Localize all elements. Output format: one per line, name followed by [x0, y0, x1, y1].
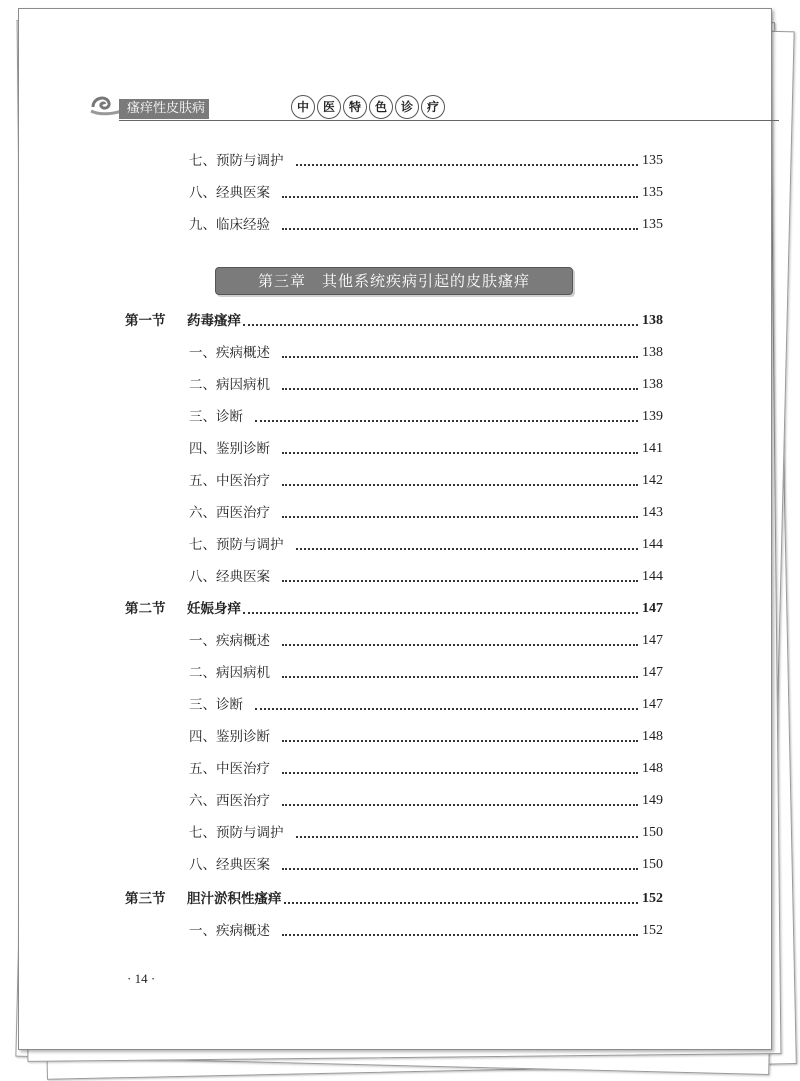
toc-section[interactable] [125, 311, 663, 331]
series-char: 诊 [395, 95, 419, 119]
toc-item-page: 142 [642, 473, 663, 488]
toc-item[interactable] [189, 823, 663, 843]
toc-item[interactable] [189, 471, 663, 491]
section-number: 第一节 [125, 313, 166, 329]
leader-dots [296, 836, 639, 838]
toc-item-label: 一、疾病概述 [189, 633, 270, 649]
leader-dots [296, 164, 639, 166]
toc-item[interactable] [189, 535, 663, 555]
toc-item-page: 138 [642, 377, 663, 392]
section-page: 152 [642, 891, 663, 906]
toc-item[interactable] [189, 855, 663, 875]
leader-dots [255, 708, 638, 710]
toc-item-label: 六、西医治疗 [189, 505, 270, 521]
toc-item-label: 七、预防与调护 [189, 537, 284, 553]
leader-dots [282, 228, 638, 230]
leader-dots [282, 804, 638, 806]
toc-item-page: 150 [642, 857, 663, 872]
toc-item-label: 八、经典医案 [189, 857, 270, 873]
toc-item-page: 148 [642, 729, 663, 744]
running-header [89, 87, 769, 121]
toc-item[interactable] [189, 503, 663, 523]
leader-dots [282, 196, 638, 198]
leader-dots [282, 644, 638, 646]
toc-item-label: 一、疾病概述 [189, 345, 270, 361]
toc-item-label: 一、疾病概述 [189, 923, 270, 939]
section-number: 第三节 [125, 891, 166, 907]
toc-item[interactable] [189, 631, 663, 651]
series-char: 中 [291, 95, 315, 119]
toc-item-page: 149 [642, 793, 663, 808]
section-number: 第二节 [125, 601, 166, 617]
toc-item-page: 148 [642, 761, 663, 776]
toc-item-label: 八、经典医案 [189, 569, 270, 585]
series-title [291, 95, 445, 119]
toc-item-label: 五、中医治疗 [189, 473, 270, 489]
toc-item[interactable] [189, 407, 663, 427]
section-title: 药毒瘙痒 [187, 313, 241, 329]
toc-item[interactable] [189, 663, 663, 683]
leader-dots [282, 356, 638, 358]
toc-item[interactable] [189, 921, 663, 941]
leader-dots [296, 548, 639, 550]
toc-item-page: 135 [642, 153, 663, 168]
toc-item[interactable] [189, 343, 663, 363]
toc-item-page: 143 [642, 505, 663, 520]
leader-dots [282, 676, 638, 678]
toc-item[interactable] [189, 439, 663, 459]
series-char: 特 [343, 95, 367, 119]
toc-item[interactable] [189, 375, 663, 395]
leader-dots [255, 420, 638, 422]
toc-item[interactable] [189, 791, 663, 811]
leader-dots [282, 388, 638, 390]
toc-item-page: 147 [642, 697, 663, 712]
toc-item-label: 七、预防与调护 [189, 153, 284, 169]
section-page: 138 [642, 313, 663, 328]
toc-item[interactable] [189, 759, 663, 779]
toc-item-page: 144 [642, 537, 663, 552]
toc-section[interactable] [125, 599, 663, 619]
leader-dots [282, 868, 638, 870]
leader-dots [282, 516, 638, 518]
section-page: 147 [642, 601, 663, 616]
series-char: 疗 [421, 95, 445, 119]
toc-item-page: 135 [642, 217, 663, 232]
toc-item-label: 七、预防与调护 [189, 825, 284, 841]
toc-item-page: 147 [642, 665, 663, 680]
leader-dots [284, 902, 639, 904]
leader-dots [282, 580, 638, 582]
document-page [18, 8, 772, 1050]
toc-item-page: 147 [642, 633, 663, 648]
toc-item[interactable] [189, 727, 663, 747]
toc-item-label: 八、经典医案 [189, 185, 270, 201]
toc-item-label: 五、中医治疗 [189, 761, 270, 777]
toc-item-label: 四、鉴别诊断 [189, 729, 270, 745]
toc-item-page: 139 [642, 409, 663, 424]
book-title: 瘙痒性皮肤病 [119, 99, 209, 119]
toc-item[interactable] [189, 215, 663, 235]
toc-item-page: 152 [642, 923, 663, 938]
series-char: 色 [369, 95, 393, 119]
toc-item-label: 二、病因病机 [189, 665, 270, 681]
toc-item-label: 六、西医治疗 [189, 793, 270, 809]
header-rule [119, 120, 779, 121]
chapter-heading[interactable]: 第三章 其他系统疾病引起的皮肤瘙痒 [215, 267, 573, 295]
leader-dots [282, 484, 638, 486]
toc-item[interactable] [189, 695, 663, 715]
toc-item-page: 138 [642, 345, 663, 360]
toc-item-label: 九、临床经验 [189, 217, 270, 233]
page-number: · 14 · [127, 971, 156, 986]
leader-dots [282, 740, 638, 742]
section-title: 胆汁淤积性瘙痒 [187, 891, 282, 907]
toc-item[interactable] [189, 567, 663, 587]
leader-dots [243, 324, 638, 326]
toc-item[interactable] [189, 183, 663, 203]
series-char: 医 [317, 95, 341, 119]
leader-dots [282, 934, 638, 936]
leader-dots [282, 772, 638, 774]
toc-item-label: 四、鉴别诊断 [189, 441, 270, 457]
leader-dots [282, 452, 638, 454]
toc-item-label: 二、病因病机 [189, 377, 270, 393]
toc-item-page: 150 [642, 825, 663, 840]
toc-item-page: 135 [642, 185, 663, 200]
toc-item-label: 三、诊断 [189, 697, 243, 713]
toc-item[interactable] [189, 151, 663, 171]
toc-item-page: 141 [642, 441, 663, 456]
toc-item-page: 144 [642, 569, 663, 584]
toc-item-label: 三、诊断 [189, 409, 243, 425]
toc-section[interactable] [125, 889, 663, 909]
section-title: 妊娠身痒 [187, 601, 241, 617]
leader-dots [243, 612, 638, 614]
